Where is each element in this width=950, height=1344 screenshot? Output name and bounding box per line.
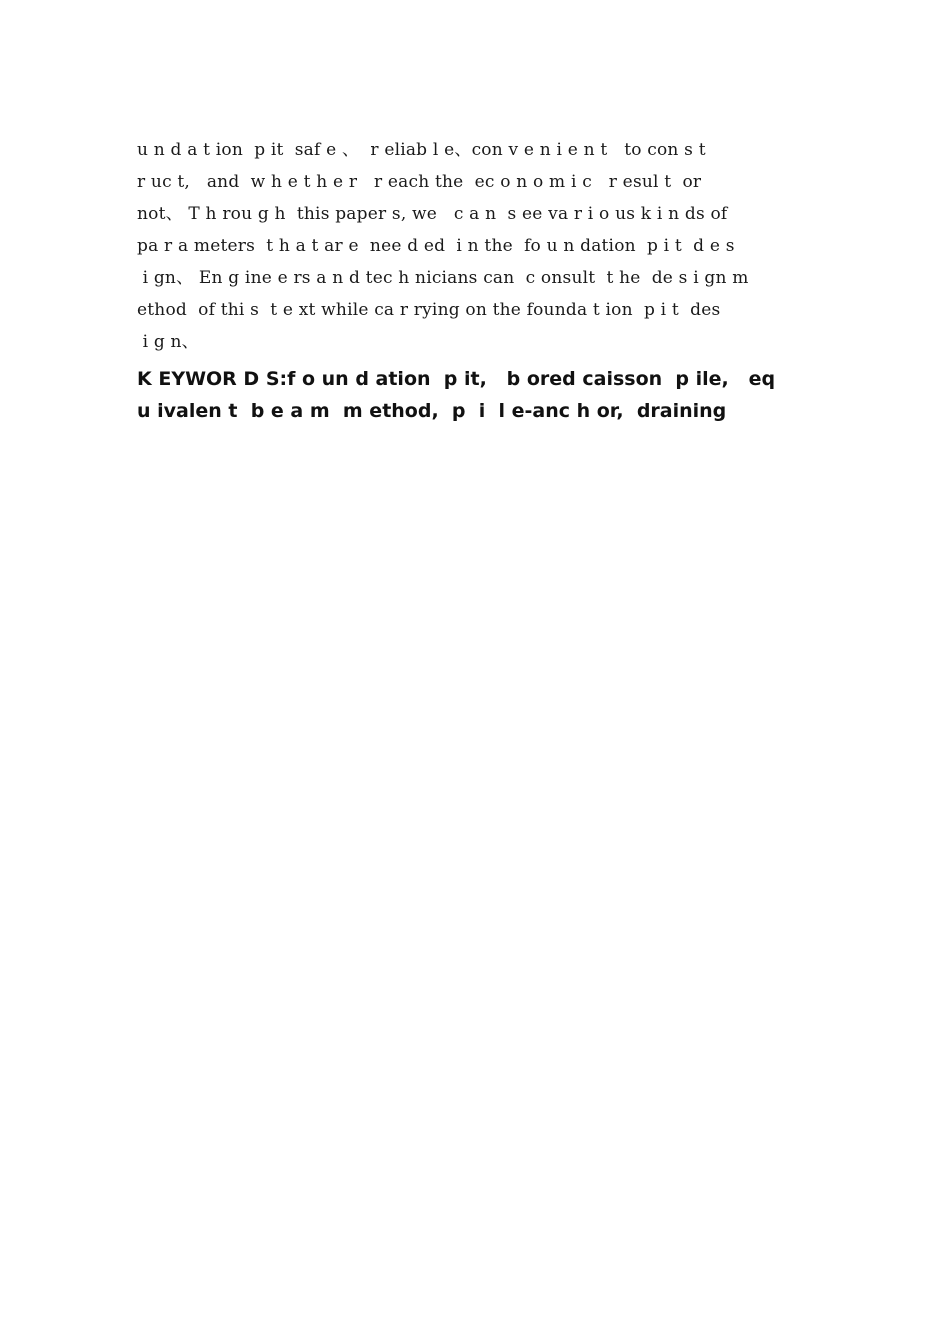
keywords-line: u ivalen t b e a m m ethod, p i l e-anc h or, draining — [137, 400, 727, 422]
keywords-paragraph — [137, 363, 847, 427]
abstract-line: i gn、 En g ine e rs a n d tec h nicians can c onsult t he de s i gn m — [137, 268, 749, 288]
abstract-line: not、 T h rou g h this paper s, we c a n s ee va r i o us k i n ds of — [137, 204, 728, 224]
abstract-line: pa r a meters t h a t ar e nee d ed i n the fo u n dation p i t d e s — [137, 236, 735, 256]
keywords-line: K EYWOR D S:f o un d ation p it, b ored caisson p ile, eq — [137, 368, 776, 390]
abstract-line: i g n、 — [137, 332, 199, 352]
abstract-line: u n d a t ion p it saf e 、 r eliab l e、con v e n i e n t to con s t — [137, 140, 706, 160]
abstract-paragraph — [137, 134, 837, 358]
abstract-line: ethod of thi s t e xt while ca r rying on the founda t ion p i t des — [137, 300, 721, 320]
abstract-line: r uc t, and w h e t h e r r each the ec o n o m i c r esul t or — [137, 172, 702, 192]
